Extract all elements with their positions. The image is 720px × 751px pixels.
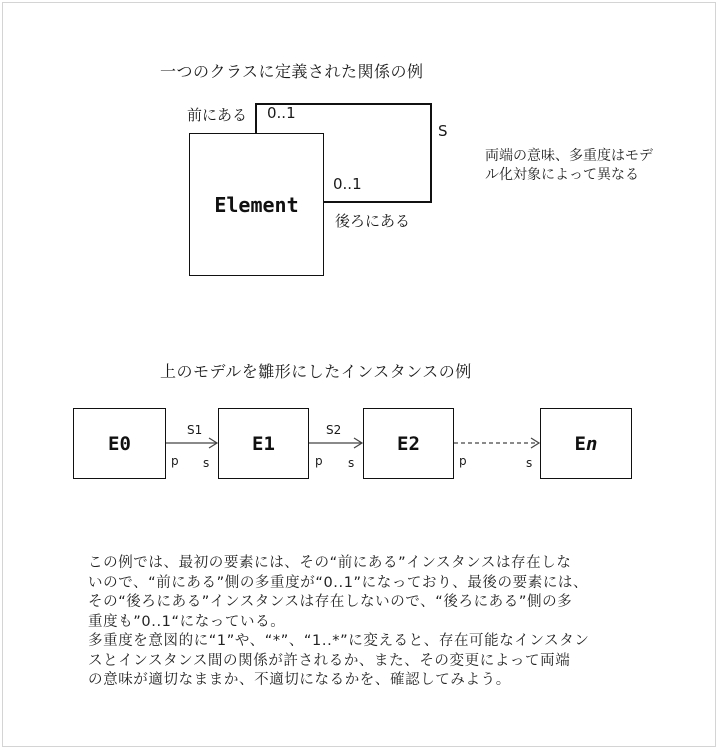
paragraph-line: の意味が適切なままか、不適切になるかを、確認してみよう。 bbox=[88, 672, 511, 688]
role-back-label: 後ろにある bbox=[335, 212, 411, 230]
link-end-p: p bbox=[315, 454, 323, 468]
multiplicity-back: 0..1 bbox=[333, 175, 362, 193]
instance-name-en-prefix: E bbox=[574, 432, 586, 455]
instance-box-e0 bbox=[73, 408, 166, 479]
paragraph-line: この例では、最初の要素には、その“前にある”インスタンスは存在しな bbox=[88, 555, 572, 571]
instance-name-en bbox=[575, 433, 598, 455]
link-end-s: s bbox=[203, 456, 210, 470]
link-end-p: p bbox=[171, 454, 179, 468]
instance-name-e2: E2 bbox=[397, 432, 420, 455]
explanation-paragraph bbox=[88, 554, 648, 691]
instance-box-en bbox=[540, 408, 632, 479]
paragraph-line: 多重度を意図的に“1”や、“*”、“1..*”に変えると、存在可能なインスタン bbox=[88, 633, 590, 649]
paragraph-line: スとインスタンス間の関係が許されるか、また、その変更によって両端 bbox=[88, 652, 571, 669]
paragraph-line: その“後ろにある”インスタンスは存在しないので、“後ろにある”側の多 bbox=[88, 594, 573, 610]
multiplicity-front: 0..1 bbox=[267, 104, 296, 122]
side-note-line: ル化対象によって異なる bbox=[485, 167, 639, 183]
link-end-p: p bbox=[459, 454, 467, 468]
instance-name-e0: E0 bbox=[108, 432, 131, 455]
instance-box-e2 bbox=[363, 408, 454, 479]
side-note bbox=[485, 147, 653, 185]
instance-diagram-heading: 上のモデルを雛形にしたインスタンスの例 bbox=[160, 362, 472, 381]
element-class-box bbox=[189, 133, 324, 276]
link-label-s2: S2 bbox=[326, 423, 342, 437]
side-note-line: 両端の意味、多重度はモデ bbox=[485, 148, 653, 164]
role-front-label: 前にある bbox=[187, 106, 248, 124]
link-end-s: s bbox=[348, 456, 355, 470]
paragraph-line: 重度も”0..1“になっている。 bbox=[88, 613, 286, 630]
instance-name-en-suffix: n bbox=[586, 432, 598, 455]
link-label-s1: S1 bbox=[187, 423, 203, 437]
link-end-s: s bbox=[526, 456, 533, 470]
paragraph-line: いので、“前にある”側の多重度が“0..1”になっており、最後の要素には、 bbox=[88, 574, 589, 591]
element-class-name: Element bbox=[214, 192, 299, 217]
instance-name-e1: E1 bbox=[252, 432, 275, 455]
association-name: S bbox=[438, 122, 448, 140]
class-diagram-heading: 一つのクラスに定義された関係の例 bbox=[160, 62, 424, 81]
instance-box-e1 bbox=[218, 408, 309, 479]
